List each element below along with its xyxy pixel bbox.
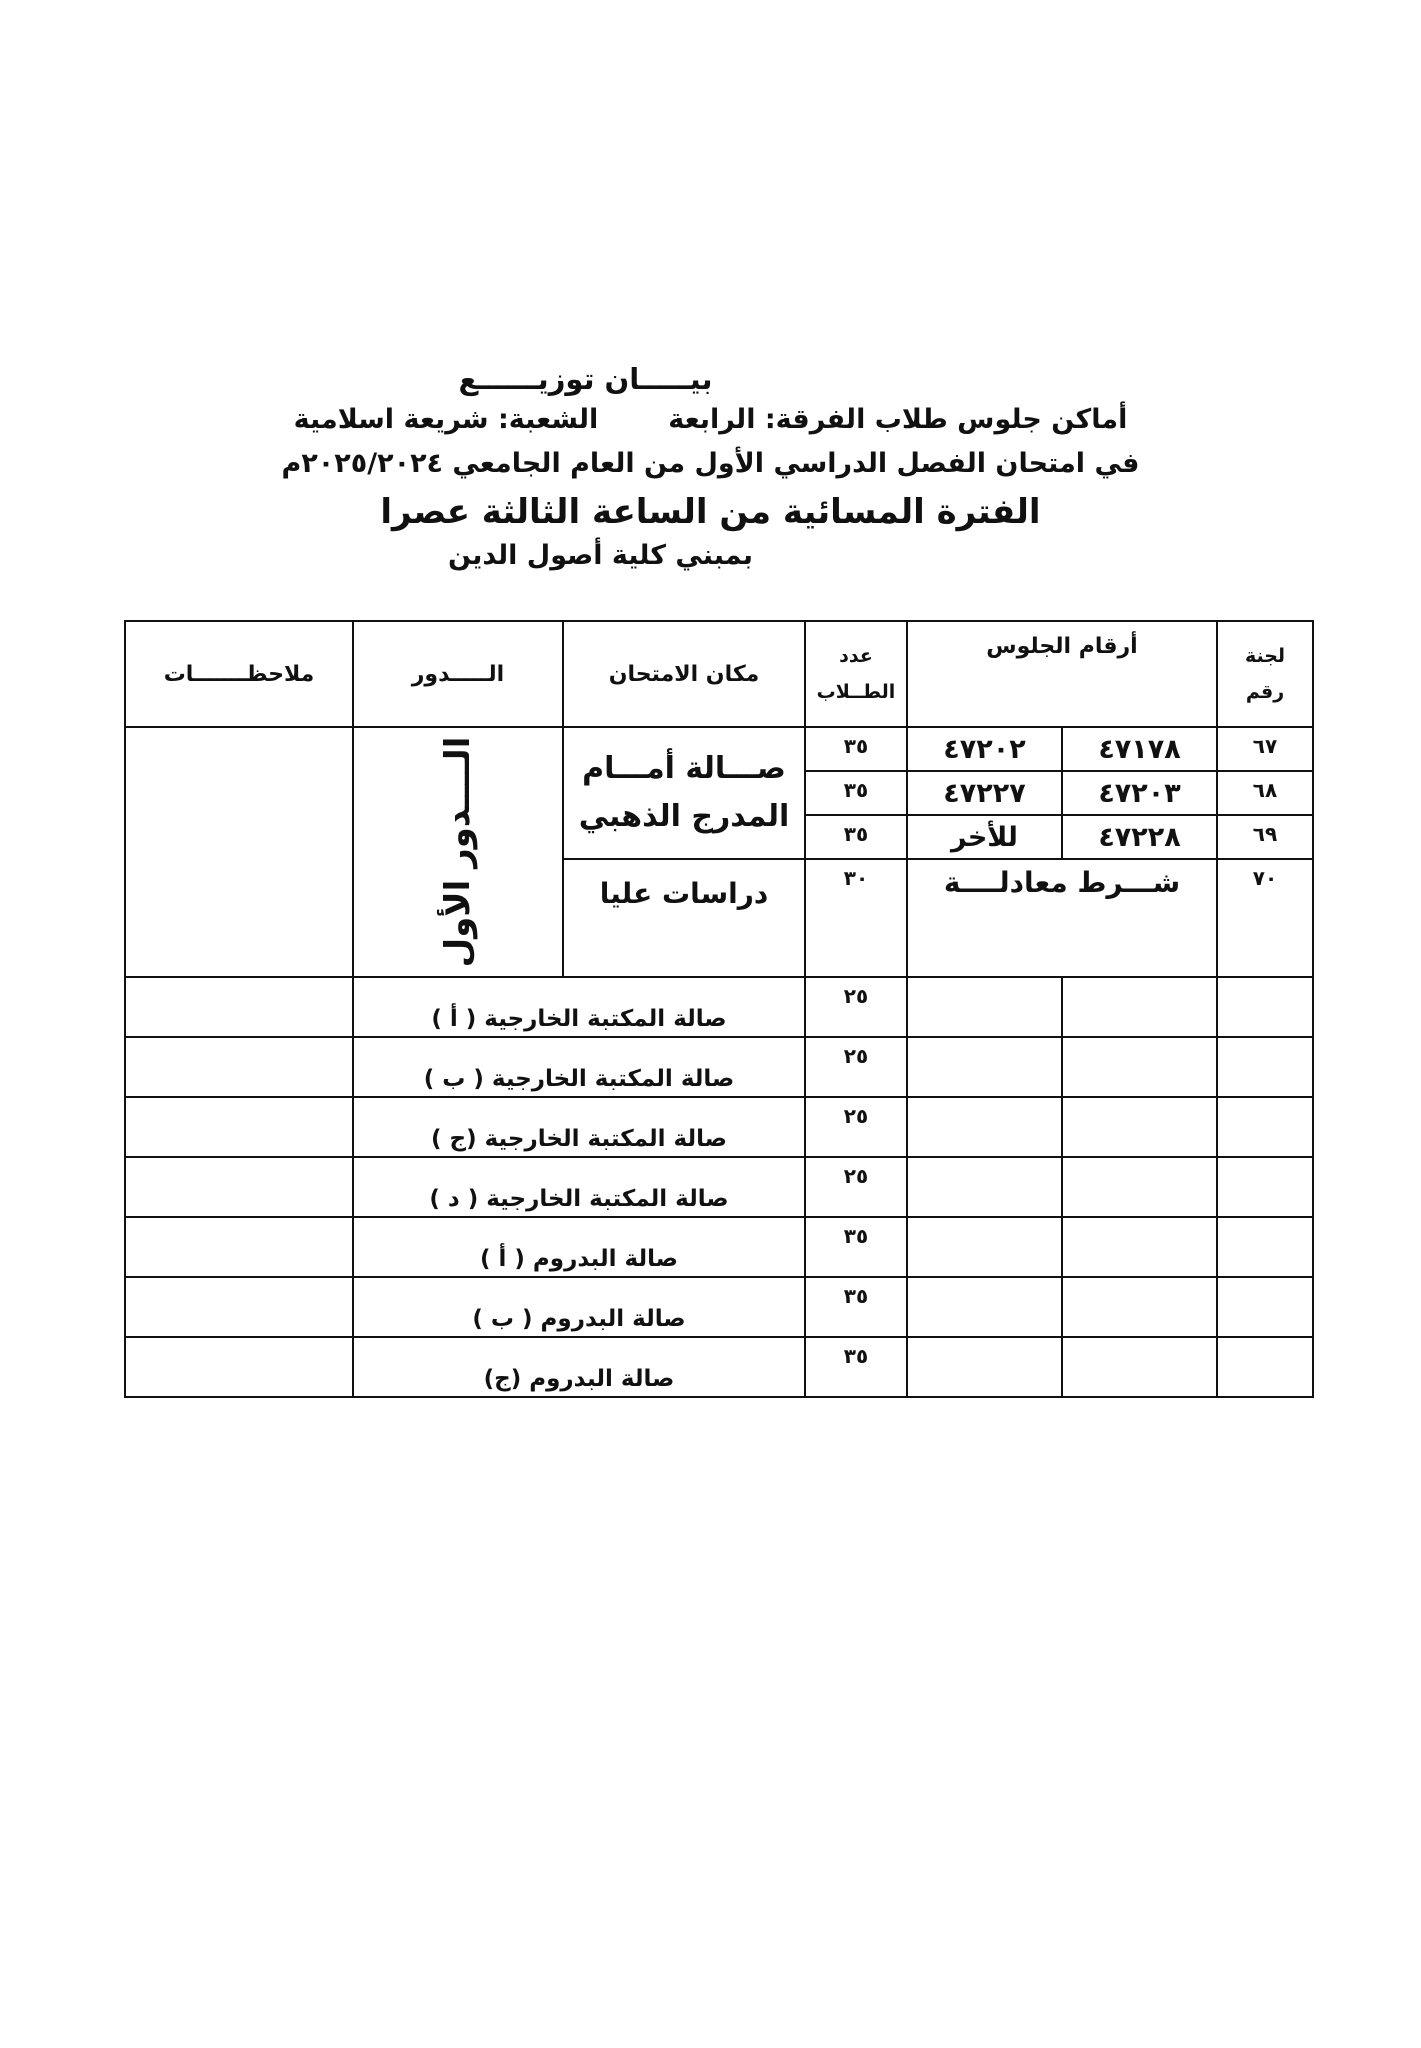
committee-number: [1217, 1277, 1313, 1337]
seat-from: [1062, 1097, 1217, 1157]
notes-cell: [125, 977, 353, 1037]
student-count: ٣٥: [805, 727, 907, 771]
header-committee-top: لجنة: [1244, 645, 1286, 667]
seat-to: [907, 1277, 1062, 1337]
seat-from: [1062, 1217, 1217, 1277]
committee-number: ٦٩: [1217, 815, 1313, 859]
header-committee: [1217, 621, 1313, 727]
student-count: ٣٥: [805, 1217, 907, 1277]
notes-cell: [125, 1037, 353, 1097]
division-label: الشعبة: شريعة اسلامية: [293, 404, 599, 435]
seat-to: [907, 1157, 1062, 1217]
header-count-bottom: الطــلاب: [816, 681, 896, 703]
seat-to: ٤٧٢٠٢: [907, 727, 1062, 771]
committee-number: [1217, 1157, 1313, 1217]
distribution-table: [124, 620, 1314, 1398]
seat-to: للأخر: [907, 815, 1062, 859]
student-count: ٢٥: [805, 1037, 907, 1097]
table-row: [125, 1157, 1313, 1217]
seat-from: [1062, 1337, 1217, 1397]
notes-cell: [125, 1277, 353, 1337]
seat-to: [907, 1097, 1062, 1157]
header-count: [805, 621, 907, 727]
seat-from: ٤٧١٧٨: [1062, 727, 1217, 771]
hall-name: صالة المكتبة الخارجية ( د ): [353, 1157, 805, 1217]
student-count: ٢٥: [805, 1097, 907, 1157]
hall-name: صالة البدروم ( أ ): [353, 1217, 805, 1277]
hall-name: صالة البدروم ( ب ): [353, 1277, 805, 1337]
committee-number: ٧٠: [1217, 859, 1313, 977]
condition-text: شـــرط معادلــــة: [907, 859, 1217, 977]
header-round: الـــــدور: [353, 621, 563, 727]
hall-name: صالة البدروم (ج): [353, 1337, 805, 1397]
table-row: [125, 727, 1313, 771]
student-count: ٣٠: [805, 859, 907, 977]
seat-from: [1062, 1157, 1217, 1217]
table-row: [125, 1217, 1313, 1277]
student-count: ٣٥: [805, 815, 907, 859]
hall-name: صالة المكتبة الخارجية ( أ ): [353, 977, 805, 1037]
seat-to: [907, 1037, 1062, 1097]
seat-from: ٤٧٢٢٨: [1062, 815, 1217, 859]
seat-to: [907, 1217, 1062, 1277]
notes-cell: [125, 1097, 353, 1157]
header-line-exam: في امتحان الفصل الدراسي الأول من العام الجامعي ٢٠٢٥/٢٠٢٤م: [281, 448, 1140, 479]
hall-name: صالة المكتبة الخارجية ( ب ): [353, 1037, 805, 1097]
committee-number: [1217, 1097, 1313, 1157]
header-exam-place: مكان الامتحان: [563, 621, 805, 727]
header-count-top: عدد: [839, 645, 873, 667]
grade-label: أماكن جلوس طلاب الفرقة: الرابعة: [668, 404, 1128, 435]
header-line-building: بمبني كلية أصول الدين: [447, 540, 754, 571]
student-count: ٣٥: [805, 1337, 907, 1397]
header-committee-bottom: رقم: [1245, 681, 1285, 703]
table-row: [125, 1337, 1313, 1397]
round-label: الــــدور الأول: [438, 736, 478, 968]
committee-number: ٦٧: [1217, 727, 1313, 771]
header-line-period: الفترة المسائية من الساعة الثالثة عصرا: [380, 492, 1041, 532]
seat-from: [1062, 977, 1217, 1037]
table-row: [125, 1037, 1313, 1097]
committee-number: ٦٨: [1217, 771, 1313, 815]
notes-cell: [125, 1157, 353, 1217]
committee-number: [1217, 1337, 1313, 1397]
student-count: ٢٥: [805, 977, 907, 1037]
notes-cell: [125, 727, 353, 977]
header-line-grade-division: [0, 404, 1421, 435]
student-count: ٣٥: [805, 1277, 907, 1337]
seat-from: ٤٧٢٠٣: [1062, 771, 1217, 815]
student-count: ٢٥: [805, 1157, 907, 1217]
table-row: [125, 1277, 1313, 1337]
committee-number: [1217, 977, 1313, 1037]
round-cell: [353, 727, 563, 977]
seat-to: [907, 1337, 1062, 1397]
table-row: [125, 1097, 1313, 1157]
committee-number: [1217, 1217, 1313, 1277]
seat-from: [1062, 1277, 1217, 1337]
seat-to: [907, 977, 1062, 1037]
student-count: ٣٥: [805, 771, 907, 815]
exam-place: صـــالة أمـــام المدرج الذهبي: [563, 727, 805, 859]
notes-cell: [125, 1337, 353, 1397]
table-row: [125, 977, 1313, 1037]
seat-to: ٤٧٢٢٧: [907, 771, 1062, 815]
hall-name: صالة المكتبة الخارجية (ج ): [353, 1097, 805, 1157]
seat-from: [1062, 1037, 1217, 1097]
header-seat-numbers: أرقام الجلوس: [907, 621, 1217, 727]
document-title: بيـــــان توزيــــــع: [458, 362, 713, 396]
committee-number: [1217, 1037, 1313, 1097]
header-notes: ملاحظـــــــات: [125, 621, 353, 727]
table-header-row: [125, 621, 1313, 727]
exam-place: دراسات عليا: [563, 859, 805, 977]
notes-cell: [125, 1217, 353, 1277]
